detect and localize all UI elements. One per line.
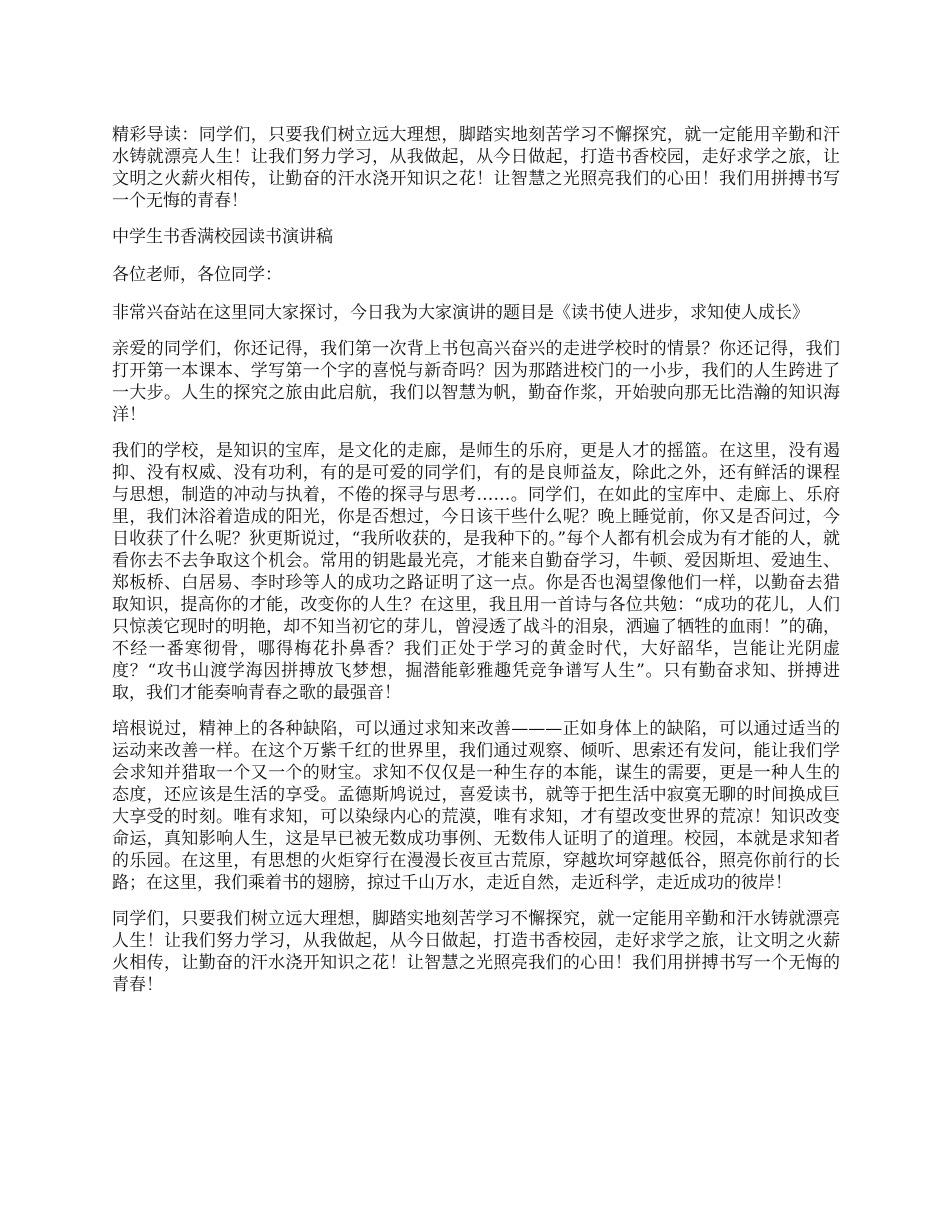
body-paragraph: 我们的学校，是知识的宝库，是文化的走廊，是师生的乐府，更是人才的摇篮。在这里，没有遏抑、没有权威、没有功利，有的是可爱的同学们，有的是良师益友，除此之外，还有鲜活的课程与思想，制造的冲动与执着，不倦的探寻与思考……。同学们，在如此的宝库中、走廊上、乐府里，我们沐浴着造成的阳光，你是否想过，今日该干些什么呢？晚上睡觉前，你又是否问过，今日收获了什么呢？狄更斯说过，“我所收获的，是我种下的。”每个人都有机会成为有才能的人，就看你去不去争取这个机会。常用的钥匙最光亮，才能来自勤奋学习，牛顿、爱因斯坦、爱迪生、郑板桥、白居易、李时珍等人的成功之路证明了这一点。你是否也渴望像他们一样，以勤奋去猎取知识，提高你的才能，改变你的人生？在这里，我且用一首诗与各位共勉：“成功的花儿，人们只惊羡它现时的明艳，却不知当初它的芽儿，曾浸透了战斗的泪泉，洒遍了牺牲的血雨！”的确，不经一番寒彻骨，哪得梅花扑鼻香？我们正处于学习的黄金时代，大好韶华，岂能让光阴虚度？“攻书山渡学海因拼搏放飞梦想，掘潜能彰雅趣凭竞争谱写人生”。只有勤奋求知、拼搏进取，我们才能奏响青春之歌的最强音！ — [112, 441, 840, 703]
document-title: 中学生书香满校园读书演讲稿 — [112, 227, 333, 247]
body-paragraph: 非常兴奋站在这里同大家探讨，今日我为大家演讲的题目是《读书使人进步，求知使人成长》 — [112, 303, 809, 323]
document-page — [112, 124, 840, 1010]
body-paragraph: 培根说过，精神上的各种缺陷，可以通过求知来改善———正如身体上的缺陷，可以通过适当的运动来改善一样。在这个万紫千红的世界里，我们通过观察、倾听、思索还有发问，能让我们学会求知并猎取一个又一个的财宝。求知不仅仅是一种生存的本能，谋生的需要，更是一种人生的态度，还应该是生活的享受。孟德斯鸠说过，喜爱读书，就等于把生活中寂寞无聊的时间换成巨大享受的时刻。唯有求知，可以染绿内心的荒漠，唯有求知，才有望改变世界的荒凉！知识改变命运，真知影响人生，这是早已被无数成功事例、无数伟人证明了的道理。校园，本就是求知者的乐园。在这里，有思想的火炬穿行在漫漫长夜亘古荒原，穿越坎坷穿越低谷，照亮你前行的长路；在这里，我们乘着书的翅膀，掠过千山万水，走近自然，走近科学，走近成功的彼岸！ — [112, 719, 840, 893]
body-paragraph: 亲爱的同学们，你还记得，我们第一次背上书包高兴奋兴的走进学校时的情景？你还记得，我们打开第一本课本、学写第一个字的喜悦与新奇吗？因为那踏进校门的一小步，我们的人生跨进了一大步。人生的探究之旅由此启航，我们以智慧为帆，勤奋作浆，开始驶向那无比浩瀚的知识海洋！ — [112, 339, 840, 425]
greeting: 各位老师，各位同学： — [112, 265, 282, 285]
closing-paragraph: 同学们，只要我们树立远大理想，脚踏实地刻苦学习不懈探究，就一定能用辛勤和汗水铸就漂亮人生！让我们努力学习，从我做起，从今日做起，打造书香校园，走好求学之旅，让文明之火薪火相传，让勤奋的汗水浇开知识之花！让智慧之光照亮我们的心田！我们用拼搏书写一个无悔的青春！ — [112, 909, 840, 995]
intro-paragraph: 精彩导读：同学们，只要我们树立远大理想，脚踏实地刻苦学习不懈探究，就一定能用辛勤和汗水铸就漂亮人生！让我们努力学习，从我做起，从今日做起，打造书香校园，走好求学之旅，让文明之火薪火相传，让勤奋的汗水浇开知识之花！让智慧之光照亮我们的心田！我们用拼搏书写一个无悔的青春！ — [112, 125, 840, 211]
